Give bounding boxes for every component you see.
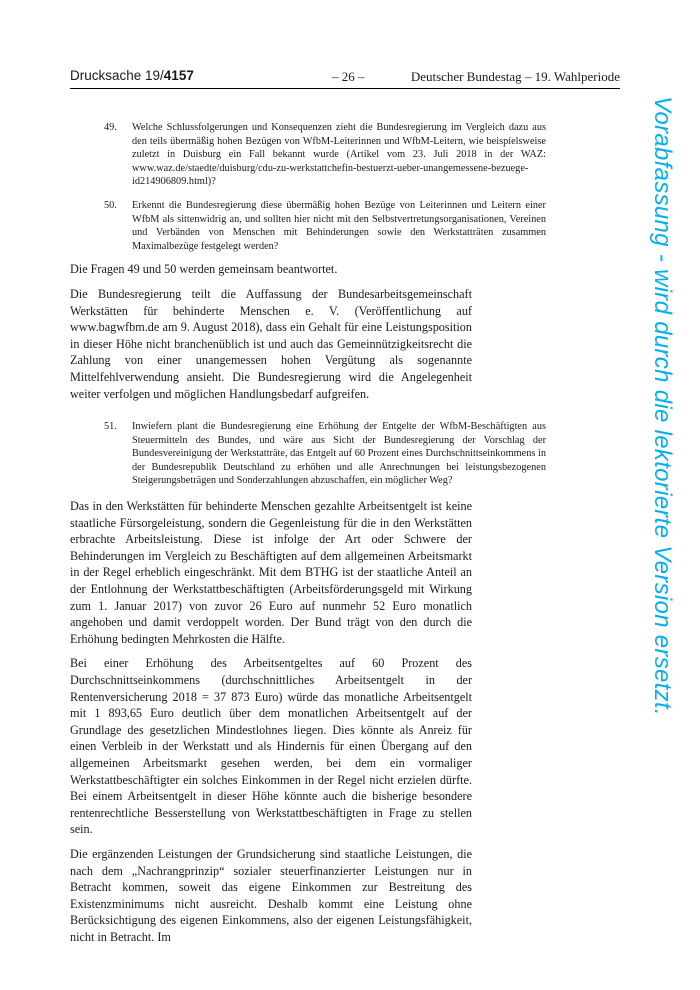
answer-49-50: Die Bundesregierung teilt die Auffassung der Bundesarbeitsgemeinschaft Werkstätten für behinderte Menschen e. V. (Veröffentlichung auf www.bagwfbm.de am 9. August 2018), dass ein Gehalt für eine Leistungsposition in dieser Höhe nicht branchenüblich ist und auch das Gemeinnützigkeitsrecht die Zahlung von einer unangemessen hohen Vergütung als sogenannte Mittelfehlverwendung ansieht. Die Bundesregierung wird die Angelegenheit weiter verfolgen und möglichen Handlungsbedarf aufgreifen. [70, 286, 472, 401]
parliament-period: Deutscher Bundestag – 19. Wahlperiode [410, 69, 620, 84]
draft-watermark [642, 96, 682, 886]
question-49 [104, 121, 546, 189]
document-number: Drucksache 19/4157 [70, 68, 194, 83]
question-51 [104, 420, 546, 488]
page-header [70, 68, 620, 89]
question-50 [104, 199, 546, 253]
question-text: Welche Schlussfolgerungen und Konsequenzen zieht die Bundesregierung im Vergleich dazu aus den teils übermäßig hohen Bezügen von WfbM-Leiterinnen und WfbM-Leitern, wie beispielsweise zuletzt in Duisburg ein Fall bekannt wurde (Artikel vom 23. Juli 2018 in der WAZ: www.waz.de/staedte/duisburg/cdu-zu-werkstattchefin-bestuerzt-ueber-unangemessene-bezuege-id214906809.html)? [132, 122, 546, 188]
page-number: – 26 – [332, 69, 365, 84]
question-number: 49. [104, 122, 117, 133]
answer-51-paragraph-1: Das in den Werkstätten für behinderte Menschen gezahlte Arbeitsentgelt ist keine staatliche Fürsorgeleistung, sondern die Gegenleistung für die in den Werkstätten erbrachte Arbeitsleistung. Diese ist infolge der Art oder Schwere der Behinderungen im Vergleich zu Beschäftigten auf dem allgemeinen Arbeitsmarkt in der Regel erheblich eingeschränkt. Mit dem BTHG ist der staatliche Anteil an der Entlohnung der Werkstattbeschäftigten (Arbeitsförderungsgeld mit Wirkung zum 1. Januar 2017) von zuvor 26 Euro auf nunmehr 52 Euro monatlich angehoben und damit verdoppelt worden. Der Bund trägt von den durch die Erhöhung bedingten Mehrkosten die Hälfte. [70, 499, 472, 646]
question-text: Inwiefern plant die Bundesregierung eine Erhöhung der Entgelte der WfbM-Beschäftigten aus Steuermitteln des Bundes, und wäre aus Sicht der Bundesregierung der Vorschlag der Bundesvereinigung der Werkstatträte, das Entgelt auf 60 Prozent eines Durchschnittseinkommens in der Bundesrepublik Deutschland zu erhöhen und alle Anrechnungen bei leistungsbezogenen Steigerungsbeträgen und Sonderzahlungen abzuschaffen, ein möglicher Weg? [132, 421, 546, 487]
watermark-text: Vorabfassung - wird durch die lektorierte Version ersetzt. [649, 96, 676, 716]
answer-intro: Die Fragen 49 und 50 werden gemeinsam beantwortet. [70, 262, 338, 277]
page-body [70, 121, 620, 946]
answer-51-paragraph-2: Bei einer Erhöhung des Arbeitsentgeltes auf 60 Prozent des Durchschnittseinkommens (durchschnittliches Arbeitsentgelt in der Rentenversicherung 2018 = 37 873 Euro) würde das monatliche Arbeitsentgelt mit 1 893,65 Euro deutlich über dem monatlichen Arbeitsentgelt auf der Grundlage des gesetzlichen Mindestlohnes liegen. Dies könnte als Anreiz für einen Verbleib in der Werkstatt und als Hindernis für einen Übergang auf den allgemeinen Arbeitsmarkt gesehen werden, bei dem ein vormaliger Werkstattbeschäftigter ein solches Einkommen in der Regel nicht erzielen dürfte. Bei einem Arbeitsentgelt in dieser Höhe könnte auch die bisherige besondere rentenrechtliche Besserstellung von Werkstattbeschäftigten in Frage zu stellen sein. [70, 656, 472, 837]
question-number: 51. [104, 421, 117, 433]
question-number: 50. [104, 199, 117, 211]
question-text: Erkennt die Bundesregierung diese übermäßig hohen Bezüge von Leiterinnen und Leitern einer WfbM als sittenwidrig an, und sollten hier nicht mit den Selbstvertretungsorganisationen, Vereinen und Verbänden von Menschen mit Behinderungen sowie den Werkstatträten zusammen Maximalbezüge festgelegt werden? [132, 199, 546, 252]
answer-51-paragraph-3: Die ergänzenden Leistungen der Grundsicherung sind staatliche Leistungen, die nach dem „Nachrangprinzip“ sozialer steuerfinanzierter Leistungen nur in Betracht kommen, soweit das eigene Einkommen zur Bestreitung des Existenzminimums nicht ausreicht. Deshalb kommt eine Leistung ohne Berücksichtigung des eigenen Einkommens, also der eigenen Leistungsfähigkeit, nicht in Betracht. Im [70, 846, 472, 944]
